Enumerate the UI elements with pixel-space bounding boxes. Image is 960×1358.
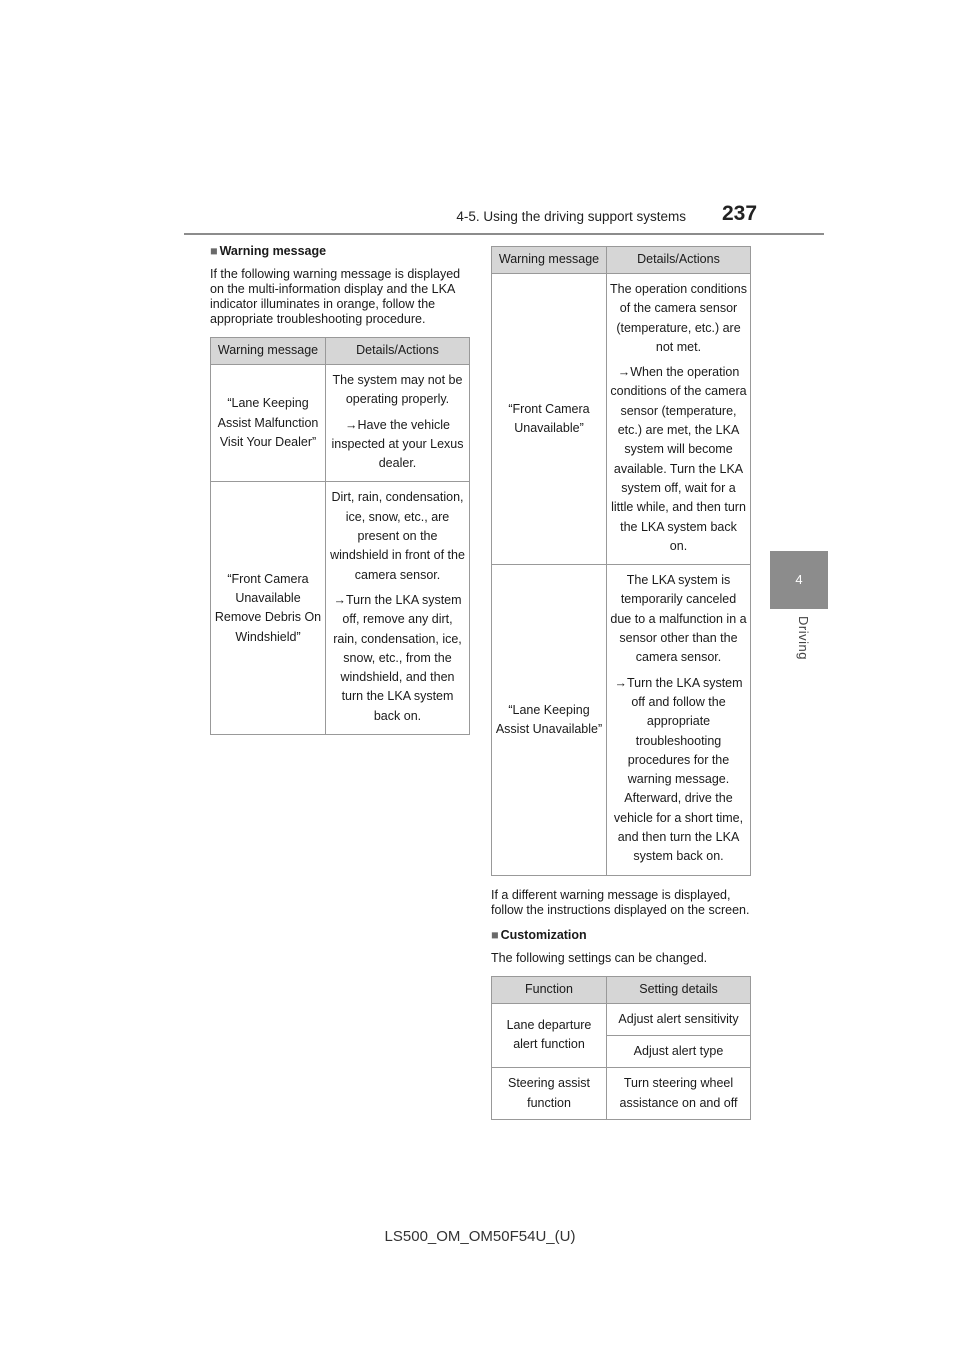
function-cell: Lane departure alert function [492, 1003, 607, 1068]
warning-message-heading [210, 244, 469, 259]
action-text: →Have the vehicle inspected at your Lexus dealer. [331, 417, 464, 471]
warning-message-cell: “Lane Keeping Assist Malfunction Visit Your Dealer” [211, 365, 326, 482]
action-text: →Turn the LKA system off, remove any dirt, rain, condensation, ice, snow, etc., from the windshield, and then turn the LKA system back on. [333, 592, 462, 723]
heading-text: Warning message [219, 244, 327, 258]
action-text: →When the operation conditions of the camera sensor (temperature, etc.) are met, the LKA system will become available. Turn the LKA system off, wait for a little while, and then turn the LKA system back on. [610, 365, 747, 553]
page-number: 237 [722, 202, 758, 225]
col-header-function: Function [492, 976, 607, 1003]
detail-text: The system may not be operating properly. [332, 373, 463, 407]
detail-text: The LKA system is temporarily canceled due to a malfunction in a sensor other than the camera sensor. [610, 573, 747, 665]
table-row [492, 565, 751, 875]
different-message-note: If a different warning message is displayed, follow the instructions displayed on the screen. [491, 887, 750, 917]
col-header-message: Warning message [492, 247, 607, 274]
table-row [211, 482, 470, 735]
details-cell [326, 365, 470, 482]
header-rule [184, 233, 824, 235]
col-header-details: Details/Actions [326, 338, 470, 365]
function-cell: Steering assist function [492, 1068, 607, 1120]
action-text: →Turn the LKA system off and follow the appropriate troubleshooting procedures for the warning message. Afterward, drive the vehicle for a short time, and then turn the LKA system back on. [613, 675, 744, 864]
chapter-label: Driving [796, 616, 811, 660]
square-bullet-icon: ■ [210, 244, 218, 258]
col-header-details: Details/Actions [607, 247, 751, 274]
customization-intro: The following settings can be changed. [491, 950, 708, 965]
details-cell [326, 482, 470, 735]
document-code: LS500_OM_OM50F54U_(U) [384, 1228, 576, 1245]
warning-message-cell: “Front Camera Unavailable” [492, 274, 607, 565]
warning-message-cell: “Lane Keeping Assist Unavailable” [492, 565, 607, 875]
customization-heading [491, 928, 750, 943]
setting-cell: Adjust alert type [607, 1035, 751, 1067]
setting-cell: Adjust alert sensitivity [607, 1003, 751, 1035]
intro-paragraph: If the following warning message is displayed on the multi-information display and the LKA indicator illuminates in orange, follow the appropriate troubleshooting procedure. [210, 267, 461, 326]
table-header-row [211, 338, 470, 365]
detail-text: The operation conditions of the camera sensor (temperature, etc.) are not met. [610, 282, 747, 354]
col-header-message: Warning message [211, 338, 326, 365]
warning-message-cell: “Front Camera Unavailable Remove Debris On Windshield” [211, 482, 326, 735]
setting-cell: Turn steering wheel assistance on and off [607, 1068, 751, 1120]
col-header-setting: Setting details [607, 976, 751, 1003]
table-row [492, 1003, 751, 1035]
table-row [492, 274, 751, 565]
warning-table-left [210, 337, 470, 735]
table-row [211, 365, 470, 482]
left-column [210, 244, 469, 735]
details-cell [607, 274, 751, 565]
right-column [491, 246, 750, 1120]
chapter-tab[interactable]: 4 [770, 551, 828, 609]
table-row [492, 1068, 751, 1120]
customization-table [491, 976, 751, 1120]
detail-text: Dirt, rain, condensation, ice, snow, etc., are present on the windshield in front of the camera sensor. [330, 490, 465, 582]
details-cell [607, 565, 751, 875]
table-header-row [492, 247, 751, 274]
square-bullet-icon: ■ [491, 927, 499, 942]
heading-text: Customization [500, 927, 587, 942]
warning-table-right [491, 246, 751, 876]
section-title: 4-5. Using the driving support systems [456, 209, 686, 224]
table-header-row [492, 976, 751, 1003]
